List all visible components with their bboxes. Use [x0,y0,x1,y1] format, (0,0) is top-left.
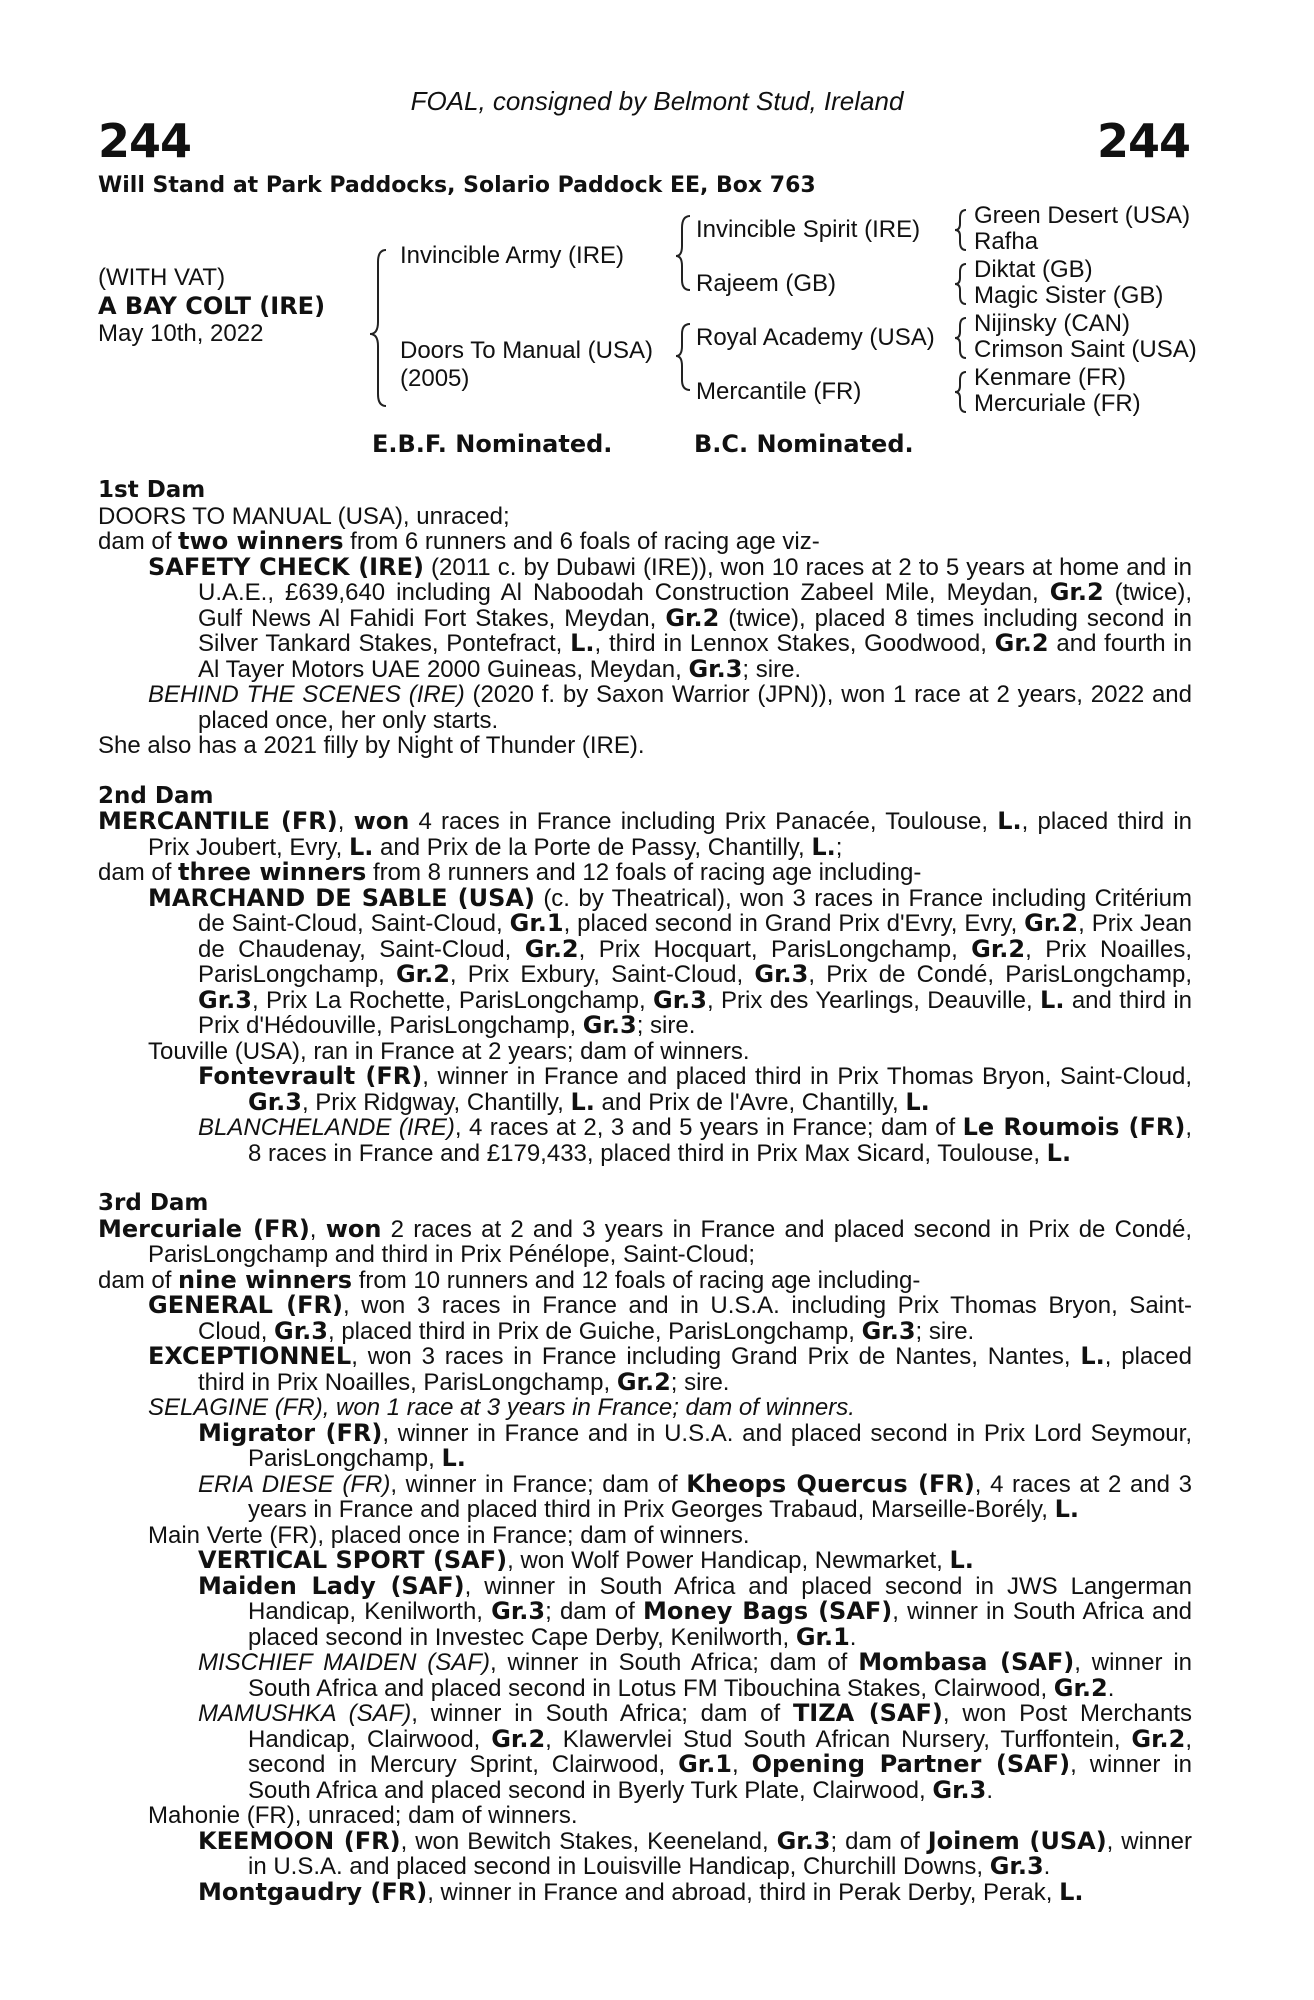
dam2-produce-1: MARCHAND DE SABLE (USA) (c. by Theatrical), won 3 races in France including Critérium de Saint-Cloud, Saint-Cloud, Gr.1, placed second in Grand Prix d'Evry, Evry, Gr.2, Prix Jean de Chaudenay, Saint-Cloud, Gr.2, Prix Hocquart, ParisLongchamp, Gr.2, Prix Noailles, ParisLongchamp, Gr.2, Prix Exbury, Saint-Cloud, Gr.3, Prix de Condé, ParisLongchamp, Gr.3, Prix La Rochette, ParisLongchamp, Gr.3, Prix des Yearlings, Deauville, L. and third in Prix d'Hédouville, ParisLongchamp, Gr.3; sire. [148,883,1193,1039]
dam3-produce-line: dam of nine winners from 10 runners and 12 foals of racing age including- [98,1265,921,1294]
pedigree-g5: Nijinsky (CAN) [974,310,1130,337]
dam1-produce-line: dam of two winners from 6 runners and 6 foals of racing age viz- [98,527,820,555]
dam1-heading: 1st Dam [98,477,206,503]
dam3-produce-1: GENERAL (FR), won 3 races in France and in U.S.A. including Prix Thomas Bryon, Saint-Cloud, Gr.3, placed third in Prix de Guiche, ParisLongchamp, Gr.3; sire. [148,1291,1193,1345]
dam3-grandproduce-3: VERTICAL SPORT (SAF), won Wolf Power Handicap, Newmarket, L. [198,1546,974,1574]
dam2-heading: 2nd Dam [98,782,214,809]
dam3-produce-5: Mahonie (FR), unraced; dam of winners. [148,1802,578,1829]
pedigree-dam-year: (2005) [400,365,470,392]
pedigree-g1: Green Desert (USA) [974,202,1191,229]
lot-number-right: 244 [1096,114,1190,168]
dam1-note: She also has a 2021 filly by Night of Thunder (IRE). [98,732,645,759]
dam2-produce-2: Touville (USA), ran in France at 2 years; dam of winners. [148,1037,750,1065]
dam3-grandproduce-5: MISCHIEF MAIDEN (SAF), winner in South Africa; dam of Mombasa (SAF), winner in South Africa and placed second in Lotus FM Tibouchina Stakes, Clairwood, Gr.2. [198,1648,1193,1702]
dam2-line: MERCANTILE (FR), won 4 races in France including Prix Panacée, Toulouse, L., placed third in Prix Joubert, Evry, L. and Prix de la Porte de Passy, Chantilly, L.; [98,807,1193,861]
dam3-grandproduce-7: KEEMOON (FR), won Bewitch Stakes, Keeneland, Gr.3; dam of Joinem (USA), winner in U.S.A. and placed second in Louisville Handicap, Churchill Downs, Gr.3. [198,1826,1192,1880]
pedigree-sire-dam: Rajeem (GB) [696,270,837,297]
pedigree-g7: Kenmare (FR) [974,364,1127,391]
dam3-produce-2: EXCEPTIONNEL, won 3 races in France including Grand Prix de Nantes, Nantes, L., placed third in Prix Noailles, ParisLongchamp, Gr.2; sire. [148,1342,1193,1396]
brace-sire [676,216,690,290]
dam1-line: DOORS TO MANUAL (USA), unraced; [98,502,510,530]
brace-g3 [955,318,966,358]
pedigree-g3: Diktat (GB) [974,256,1093,283]
dam2-produce-line: dam of three winners from 8 runners and 12 foals of racing age including- [98,858,922,886]
dam3-line: Mercuriale (FR), won 2 races at 2 and 3 years in France and placed second in Prix de Condé, ParisLongchamp and third in Prix Pénélope, Saint-Cloud; [98,1214,1192,1268]
dam3-heading: 3rd Dam [98,1190,209,1216]
dam2-grandproduce-1: Fontevrault (FR), winner in France and placed third in Prix Thomas Bryon, Saint-Cloud, Gr.3, Prix Ridgway, Chantilly, L. and Prix de l'Avre, Chantilly, L. [198,1062,1193,1116]
pedigree-g2: Rafha [974,228,1039,255]
dam3-grandproduce-2: ERIA DIESE (FR), winner in France; dam of Kheops Quercus (FR), 4 races at 2 and 3 years in France and placed third in Prix Georges Trabaud, Marseille-Borély, L. [198,1469,1192,1523]
dam3-grandproduce-4: Maiden Lady (SAF), winner in South Africa and placed second in JWS Langerman Handicap, Kenilworth, Gr.3; dam of Money Bags (SAF), winner in South Africa and placed second in Investec Cape Derby, Kenilworth, Gr.1. [198,1571,1193,1651]
dam2-grandproduce-2: BLANCHELANDE (IRE), 4 races at 2, 3 and 5 years in France; dam of Le Roumois (FR), 8 races in France and £179,433, placed third in Prix Max Sicard, Toulouse, L. [198,1113,1193,1167]
pedigree-sire-sire: Invincible Spirit (IRE) [696,216,921,243]
ebf-nominated: E.B.F. Nominated. [372,430,613,458]
pedigree-g6: Crimson Saint (USA) [974,336,1197,363]
dam1-produce-2: BEHIND THE SCENES (IRE) (2020 f. by Saxon Warrior (JPN)), won 1 race at 2 years, 2022 and placed once, her only starts. [148,681,1193,734]
stand-location: Will Stand at Park Paddocks, Solario Paddock EE, Box 763 [98,173,816,198]
dam3-produce-4: Main Verte (FR), placed once in France; dam of winners. [148,1521,750,1549]
dam3-produce-3: SELAGINE (FR), won 1 race at 3 years in France; dam of winners. [148,1394,855,1421]
pedigree-g8: Mercuriale (FR) [974,390,1141,417]
bc-nominated: B.C. Nominated. [694,430,914,458]
consignor-line: FOAL, consigned by Belmont Stud, Ireland [410,86,904,116]
brace-g4 [955,372,966,412]
dam3-grandproduce-8: Montgaudry (FR), winner in France and abroad, third in Perak Derby, Perak, L. [198,1877,1084,1906]
pedigree-sire: Invincible Army (IRE) [400,242,625,269]
pedigree-dam-dam: Mercantile (FR) [696,378,862,405]
dam3-grandproduce-1: Migrator (FR), winner in France and in U.S.A. and placed second in Prix Lord Seymour, ParisLongchamp, L. [198,1418,1192,1472]
brace-main [370,250,386,406]
pedigree-dam-sire: Royal Academy (USA) [696,324,935,351]
brace-dam [676,324,690,390]
catalogue-body [98,478,1192,1905]
foaling-date: May 10th, 2022 [98,320,264,347]
brace-g2 [955,264,966,304]
brace-g1 [955,210,966,250]
dam1-produce-1: SAFETY CHECK (IRE) (2011 c. by Dubawi (IRE)), won 10 races at 2 to 5 years at home and in U.A.E., £639,640 including Al Naboodah Construction Zabeel Mile, Meydan, Gr.2 (twice), Gulf News Al Fahidi Fort Stakes, Meydan, Gr.2 (twice), placed 8 times including second in Silver Tankard Stakes, Pontefract, L., third in Lennox Stakes, Goodwood, Gr.2 and fourth in Al Tayer Motors UAE 2000 Guineas, Meydan, Gr.3; sire. [148,552,1193,683]
lot-number-left: 244 [98,114,192,168]
dam3-grandproduce-6: MAMUSHKA (SAF), winner in South Africa; dam of TIZA (SAF), won Post Merchants Handicap, Clairwood, Gr.2, Klawervlei Stud South African Nursery, Turffontein, Gr.2, second in Mercury Sprint, Clairwood, Gr.1, Opening Partner (SAF), winner in South Africa and placed second in Byerly Turk Plate, Clairwood, Gr.3. [198,1699,1193,1804]
vat-note: (WITH VAT) [98,264,226,291]
lot-name: A BAY COLT (IRE) [98,292,326,320]
pedigree-g4: Magic Sister (GB) [974,282,1164,309]
pedigree-dam: Doors To Manual (USA) [400,337,653,364]
